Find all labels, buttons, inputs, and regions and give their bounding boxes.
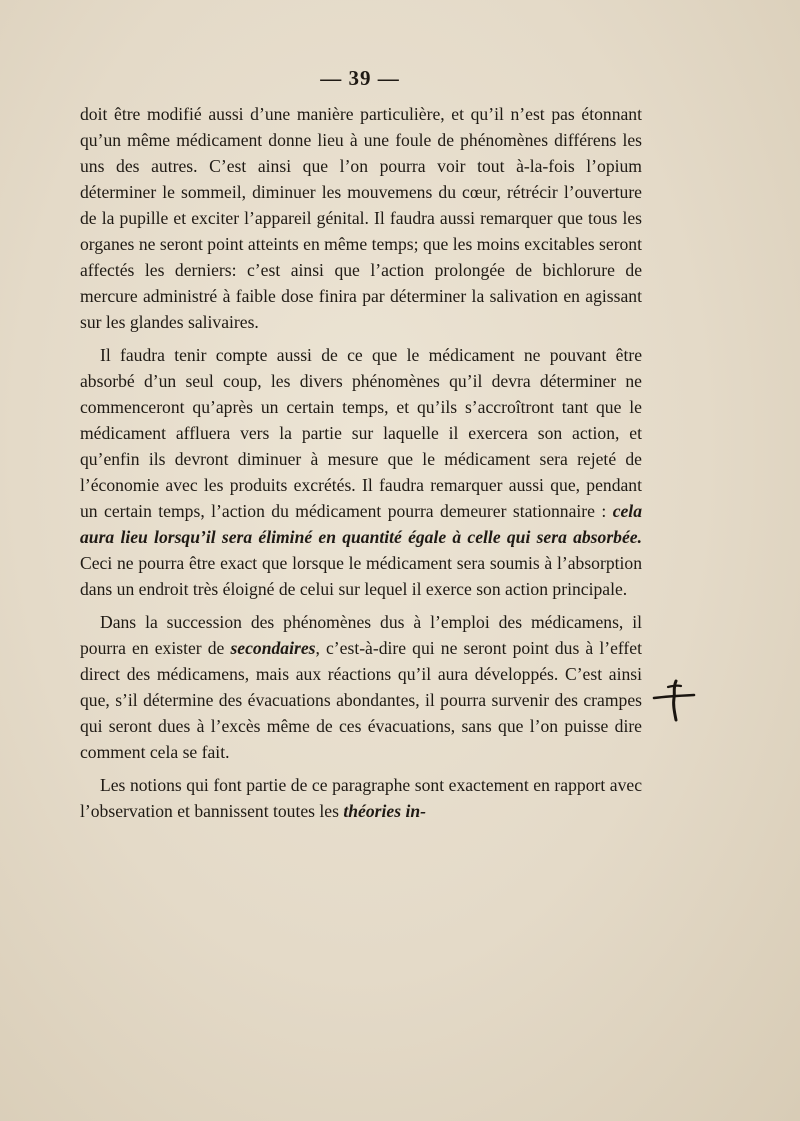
text-segment: Il faudra tenir compte aussi de ce que le médicament ne pouvant être absorbé d’un seul coup, les divers phénomènes qu’il devra déterminer ne commenceront qu’après un certain temps, et qu’ils s’accroîtront tant que le médicament affluera vers la partie sur laquelle il exercera son action, et qu’enfin ils devront diminuer à mesure que le médicament sera rejeté de l’économie avec les produits excrétés. Il faudra remarquer aussi que, pendant un certain temps, l’action du médicament pourra demeurer stationnaire : xyxy=(80,345,642,521)
page-number: — 39 — xyxy=(320,66,400,90)
handwritten-cross-mark-icon xyxy=(652,678,696,722)
italic-text-segment: secondaires xyxy=(230,638,316,658)
paragraph xyxy=(80,101,642,335)
text-segment: , c’est-à-dire qui ne seront point dus à l’effet direct des médicamens, mais aux réactions qu’il aura développés. C’est ainsi que, s’il détermine des évacuations abondantes, il pourra survenir des crampes qui seront dues à l’excès même de ces évacuations, sans que l’on puisse dire comment cela se fait. xyxy=(80,638,642,762)
body-text xyxy=(80,101,642,831)
italic-text-segment: théories in- xyxy=(343,801,426,821)
text-segment: Dans la succession des phénomènes dus à l’emploi des médicamens, il pourra en exister de xyxy=(80,612,642,658)
text-segment: Ceci ne pourra être exact que lorsque le médicament sera soumis à l’absorption dans un endroit très éloigné de celui sur lequel il exerce son action principale. xyxy=(80,553,642,599)
paragraph xyxy=(80,342,642,602)
paragraph xyxy=(80,772,642,824)
text-segment: Les notions qui font partie de ce paragraphe sont exactement en rapport avec l’observation et bannissent toutes les xyxy=(80,775,642,821)
italic-text-segment: cela aura lieu lorsqu’il sera éliminé en quantité égale à celle qui sera absorbée. xyxy=(80,501,642,547)
paragraph xyxy=(80,609,642,765)
text-segment: doit être modifié aussi d’une manière particulière, et qu’il n’est pas étonnant qu’un même médicament donne lieu à une foule de phénomènes différens les uns des autres. C’est ainsi que l’on pourra voir tout à-la-fois l’opium déterminer le sommeil, diminuer les mouvemens du cœur, rétrécir l’ouverture de la pupille et exciter l’appareil génital. Il faudra aussi remarquer que tous les organes ne seront point atteints en même temps; que les moins excitables seront affectés les derniers: c’est ainsi que l’action prolongée de bichlorure de mercure administré à faible dose finira par déterminer la salivation en agissant sur les glandes salivaires. xyxy=(80,104,642,332)
